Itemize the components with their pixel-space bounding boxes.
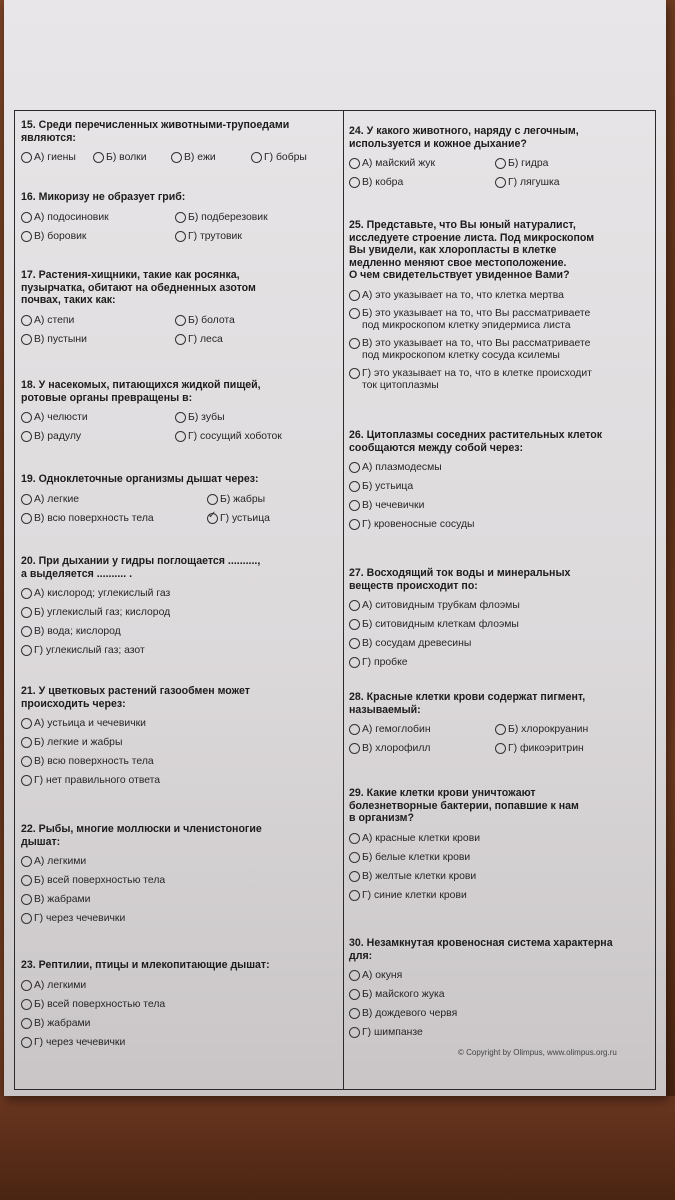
answer-option-label: А) челюсти xyxy=(34,412,88,423)
answer-options xyxy=(21,976,339,1052)
question-block xyxy=(349,125,649,192)
answer-option[interactable] xyxy=(349,638,471,649)
answer-option-label: Б) подберезовик xyxy=(188,211,268,223)
answer-option[interactable] xyxy=(349,724,495,735)
question-title: 25. Представьте, что Вы юный натуралист, исследуете строение листа. Под микроскопом Вы увидели, как хлоропласты в клетке медленно меняют свое местоположение. О чем свидетельствует увиденное Вами? xyxy=(349,219,595,281)
answer-option-label: Г) это указывает на то, что в клетке происходит ток цитоплазмы xyxy=(362,367,592,391)
radio-icon[interactable] xyxy=(21,775,32,786)
answer-option-label: В) сосудам древесины xyxy=(362,638,472,649)
radio-icon[interactable] xyxy=(349,177,360,188)
answer-option-label: Г) шимпанзе xyxy=(362,1027,423,1038)
answer-option-label: Б) всей поверхностью тела xyxy=(34,998,166,1010)
question-block xyxy=(21,959,339,1052)
answer-option[interactable] xyxy=(349,871,476,882)
radio-icon[interactable] xyxy=(349,989,360,1000)
answer-option[interactable] xyxy=(21,856,86,867)
answer-option[interactable] xyxy=(251,152,307,163)
answer-option[interactable] xyxy=(349,308,590,332)
radio-icon[interactable] xyxy=(349,338,360,349)
answer-option-label: В) хлорофилл xyxy=(362,743,431,754)
answer-option[interactable] xyxy=(349,657,408,668)
answer-option[interactable] xyxy=(21,718,146,729)
answer-option[interactable] xyxy=(495,743,584,754)
answer-option[interactable] xyxy=(21,775,160,786)
radio-icon[interactable] xyxy=(349,1008,360,1019)
answer-option-label: Б) болота xyxy=(188,314,235,326)
radio-icon[interactable] xyxy=(349,743,360,754)
answer-option[interactable] xyxy=(21,980,86,991)
radio-icon[interactable] xyxy=(21,212,32,223)
answer-options xyxy=(349,829,649,905)
radio-icon[interactable] xyxy=(21,152,32,163)
answer-option-label: Г) лягушка xyxy=(508,177,560,188)
question-block xyxy=(21,119,339,167)
answer-option[interactable] xyxy=(21,894,90,905)
answer-option[interactable] xyxy=(21,588,170,599)
answer-option[interactable] xyxy=(21,999,165,1010)
radio-icon[interactable] xyxy=(21,607,32,618)
answer-option[interactable] xyxy=(349,852,470,863)
radio-icon[interactable] xyxy=(21,588,32,599)
question-block xyxy=(21,269,339,349)
radio-icon[interactable] xyxy=(349,871,360,882)
radio-icon[interactable] xyxy=(349,619,360,630)
answer-option[interactable] xyxy=(175,231,242,242)
answer-option[interactable] xyxy=(21,756,154,767)
radio-icon[interactable] xyxy=(495,743,506,754)
answer-option-label: Г) бобры xyxy=(264,152,307,163)
answer-option-label: Б) волки xyxy=(106,152,147,163)
question-title: 27. Восходящий ток воды и минеральных веществ происходит по: xyxy=(349,567,571,592)
answer-option[interactable] xyxy=(349,619,519,630)
test-sheet xyxy=(4,0,666,1096)
radio-icon[interactable] xyxy=(495,177,506,188)
answer-options xyxy=(349,154,649,192)
radio-icon[interactable] xyxy=(21,1018,32,1029)
answer-option-label: А) легкими xyxy=(34,979,87,991)
answer-option-label: А) гиены xyxy=(34,152,76,163)
radio-icon[interactable] xyxy=(21,645,32,656)
checked-radio-icon[interactable] xyxy=(207,513,218,524)
answer-option-label: В) всю поверхность тела xyxy=(34,756,154,767)
answer-option[interactable] xyxy=(21,626,121,637)
answer-option-label: Б) жабры xyxy=(220,493,266,505)
answer-option-label: В) боровик xyxy=(34,230,87,242)
question-block xyxy=(21,685,339,790)
answer-option-label: В) это указывает на то, что Вы рассматриваете под микроскопом клетку сосуда ксилемы xyxy=(362,337,591,361)
radio-icon[interactable] xyxy=(349,657,360,668)
question-title: 26. Цитоплазмы соседних растительных клеток сообщаются между собой через: xyxy=(349,429,603,454)
radio-icon[interactable] xyxy=(251,152,262,163)
answer-option-label: В) пустыни xyxy=(34,333,87,345)
radio-icon[interactable] xyxy=(175,334,186,345)
answer-option[interactable] xyxy=(21,152,93,163)
answer-option-label: А) это указывает на то, что клетка мертва xyxy=(362,289,564,301)
radio-icon[interactable] xyxy=(21,856,32,867)
copyright-text: © Copyright by Olimpus, www.olimpus.org.ru xyxy=(458,1048,617,1057)
question-block xyxy=(349,429,649,534)
radio-icon[interactable] xyxy=(21,1037,32,1048)
answer-options xyxy=(21,311,339,349)
answer-option-label: Г) нет правильного ответа xyxy=(34,775,161,786)
answer-option-label: В) кобра xyxy=(362,177,404,188)
radio-icon[interactable] xyxy=(21,756,32,767)
answer-options xyxy=(349,458,649,534)
question-title: 23. Рептилии, птицы и млекопитающие дышат: xyxy=(21,959,270,971)
answer-option-label: Б) углекислый газ; кислород xyxy=(34,607,171,618)
answer-option[interactable] xyxy=(21,513,207,524)
answer-option-label: А) легкие xyxy=(34,493,80,505)
question-block xyxy=(21,823,339,928)
radio-icon[interactable] xyxy=(349,308,360,319)
radio-icon[interactable] xyxy=(175,431,186,442)
answer-option-label: В) ежи xyxy=(184,152,216,163)
answer-options xyxy=(21,584,339,660)
radio-icon[interactable] xyxy=(175,231,186,242)
answer-option[interactable] xyxy=(21,494,207,505)
radio-icon[interactable] xyxy=(349,500,360,511)
question-block xyxy=(349,691,649,758)
answer-option[interactable] xyxy=(349,890,467,901)
question-block xyxy=(349,567,649,672)
radio-icon[interactable] xyxy=(349,970,360,981)
radio-icon[interactable] xyxy=(175,412,186,423)
question-block xyxy=(21,473,339,528)
answer-option-label: А) плазмодесмы xyxy=(362,462,442,473)
radio-icon[interactable] xyxy=(21,412,32,423)
question-block xyxy=(349,937,649,1042)
answer-option-label: А) гемоглобин xyxy=(362,724,431,735)
answer-option-label: А) ситовидным трубкам флоэмы xyxy=(362,600,520,611)
answer-option[interactable] xyxy=(349,743,495,754)
radio-icon[interactable] xyxy=(21,334,32,345)
radio-icon[interactable] xyxy=(349,833,360,844)
answer-option[interactable] xyxy=(349,600,520,611)
answer-options xyxy=(21,208,339,246)
answer-option[interactable] xyxy=(349,158,495,169)
answer-option[interactable] xyxy=(349,970,402,981)
answer-option-label: Б) белые клетки крови xyxy=(362,851,471,863)
radio-icon[interactable] xyxy=(495,724,506,735)
question-title: 15. Среди перечисленных животными-трупоедами являются: xyxy=(21,119,290,144)
answer-option-label: Б) зубы xyxy=(188,412,225,423)
radio-icon[interactable] xyxy=(21,894,32,905)
question-block xyxy=(21,191,339,246)
answer-option[interactable] xyxy=(21,607,170,618)
answer-options xyxy=(21,852,339,928)
answer-options xyxy=(21,408,339,446)
answer-option[interactable] xyxy=(21,1018,90,1029)
radio-icon[interactable] xyxy=(349,519,360,530)
question-title: 30. Незамкнутая кровеносная система характерна для: xyxy=(349,937,613,962)
answer-option[interactable] xyxy=(21,431,175,442)
radio-icon[interactable] xyxy=(349,724,360,735)
radio-icon[interactable] xyxy=(93,152,104,163)
radio-icon[interactable] xyxy=(495,158,506,169)
radio-icon[interactable] xyxy=(21,980,32,991)
question-block xyxy=(21,379,339,446)
answer-option-label: А) красные клетки крови xyxy=(362,832,481,844)
answer-option[interactable] xyxy=(349,1027,423,1038)
answer-option[interactable] xyxy=(175,315,235,326)
question-title: 28. Красные клетки крови содержат пигмент, называемый: xyxy=(349,691,586,716)
radio-icon[interactable] xyxy=(349,290,360,301)
answer-option-label: Б) это указывает на то, что Вы рассматриваете под микроскопом клетку эпидермиса листа xyxy=(362,307,591,331)
answer-options xyxy=(349,286,649,395)
answer-option-label: Г) кровеносные сосуды xyxy=(362,519,475,530)
answer-option[interactable] xyxy=(495,158,548,169)
radio-icon[interactable] xyxy=(21,913,32,924)
question-block xyxy=(349,787,649,905)
radio-icon[interactable] xyxy=(349,852,360,863)
answer-option[interactable] xyxy=(171,152,251,163)
answer-option-label: Г) устьица xyxy=(220,512,270,524)
question-block xyxy=(21,555,339,660)
answer-option[interactable] xyxy=(21,334,175,345)
table-edge xyxy=(0,1096,675,1200)
answer-options xyxy=(349,596,649,672)
answer-option[interactable] xyxy=(21,231,175,242)
answer-option[interactable] xyxy=(495,177,560,188)
radio-icon[interactable] xyxy=(21,626,32,637)
answer-option[interactable] xyxy=(21,875,165,886)
column-divider xyxy=(343,111,344,1089)
answer-option-label: В) чечевички xyxy=(362,500,425,511)
answer-option-label: В) радулу xyxy=(34,431,82,442)
answer-option[interactable] xyxy=(21,412,175,423)
answer-option[interactable] xyxy=(21,913,125,924)
answer-option-label: В) жабрами xyxy=(34,894,91,905)
answer-options xyxy=(349,966,649,1042)
answer-option-label: Г) леса xyxy=(188,333,223,345)
answer-option-label: А) степи xyxy=(34,314,75,326)
question-block xyxy=(349,219,649,395)
radio-icon[interactable] xyxy=(175,315,186,326)
question-title: 19. Одноклеточные организмы дышат через: xyxy=(21,473,259,485)
question-title: 20. При дыхании у гидры поглощается .........., а выделяется .......... . xyxy=(21,555,261,580)
radio-icon[interactable] xyxy=(21,737,32,748)
radio-icon[interactable] xyxy=(349,481,360,492)
answer-option-label: В) дождевого червя xyxy=(362,1008,458,1019)
radio-icon[interactable] xyxy=(349,1027,360,1038)
answer-option-label: Б) майского жука xyxy=(362,989,445,1000)
radio-icon[interactable] xyxy=(349,368,360,379)
answer-option[interactable] xyxy=(21,737,122,748)
answer-option[interactable] xyxy=(349,177,495,188)
answer-option[interactable] xyxy=(207,494,265,505)
answer-option[interactable] xyxy=(349,500,424,511)
radio-icon[interactable] xyxy=(349,890,360,901)
answer-option-label: Г) через чечевички xyxy=(34,913,126,924)
answer-option[interactable] xyxy=(349,833,480,844)
answer-option-label: Б) хлорокруанин xyxy=(508,724,589,735)
radio-icon[interactable] xyxy=(175,212,186,223)
answer-option-label: Г) трутовик xyxy=(188,230,242,242)
question-title: 24. У какого животного, наряду с легочным, используется и кожное дыхание? xyxy=(349,125,579,150)
answer-option[interactable] xyxy=(349,462,442,473)
answer-option-label: А) окуня xyxy=(362,970,403,981)
answer-option-label: В) вода; кислород xyxy=(34,626,121,637)
answer-option[interactable] xyxy=(207,513,270,524)
answer-option-label: В) жабрами xyxy=(34,1017,91,1029)
answer-option-label: Б) гидра xyxy=(508,158,549,169)
radio-icon[interactable] xyxy=(21,431,32,442)
answer-option[interactable] xyxy=(349,368,592,392)
answer-option-label: В) желтые клетки крови xyxy=(362,870,477,882)
answer-option[interactable] xyxy=(175,412,225,423)
answer-option-label: Г) сосущий хоботок xyxy=(188,431,282,442)
radio-icon[interactable] xyxy=(171,152,182,163)
answer-option-label: Б) легкие и жабры xyxy=(34,737,123,748)
question-title: 17. Растения-хищники, такие как росянка, пузырчатка, обитают на обедненных азотом почвах, таких как: xyxy=(21,269,256,306)
answer-option[interactable] xyxy=(349,338,590,362)
answer-option[interactable] xyxy=(21,645,145,656)
question-title: 18. У насекомых, питающихся жидкой пищей, ротовые органы превращены в: xyxy=(21,379,261,404)
radio-icon[interactable] xyxy=(207,494,218,505)
radio-icon[interactable] xyxy=(21,999,32,1010)
answer-option-label: Б) устьица xyxy=(362,481,414,492)
radio-icon[interactable] xyxy=(349,462,360,473)
radio-icon[interactable] xyxy=(21,875,32,886)
answer-option-label: В) всю поверхность тела xyxy=(34,512,154,524)
answer-option[interactable] xyxy=(349,519,475,530)
question-title: 21. У цветковых растений газообмен может происходить через: xyxy=(21,685,250,710)
questions-frame xyxy=(14,110,656,1090)
answer-option-label: А) устьица и чечевички xyxy=(34,718,146,729)
answer-option[interactable] xyxy=(21,1037,125,1048)
answer-option-label: А) легкими xyxy=(34,856,87,867)
radio-icon[interactable] xyxy=(21,718,32,729)
answer-option[interactable] xyxy=(349,290,564,301)
radio-icon[interactable] xyxy=(21,513,32,524)
answer-option[interactable] xyxy=(495,724,588,735)
answer-option-label: Г) через чечевички xyxy=(34,1036,126,1048)
question-title: 22. Рыбы, многие моллюски и членистоногие дышат: xyxy=(21,823,262,848)
answer-option-label: А) майский жук xyxy=(362,158,436,169)
question-title: 29. Какие клетки крови уничтожают болезнетворные бактерии, попавшие к нам в организм? xyxy=(349,787,579,824)
radio-icon[interactable] xyxy=(21,231,32,242)
radio-icon[interactable] xyxy=(349,600,360,611)
answer-option[interactable] xyxy=(21,315,175,326)
answer-option-label: Б) ситовидным клеткам флоэмы xyxy=(362,619,519,630)
answer-option-label: Б) всей поверхностью тела xyxy=(34,875,166,886)
answer-options xyxy=(349,720,649,758)
answer-option[interactable] xyxy=(175,212,268,223)
answer-option-label: А) кислород; углекислый газ xyxy=(34,588,171,599)
question-title: 16. Микоризу не образует гриб: xyxy=(21,191,186,203)
answer-option-label: Г) пробке xyxy=(362,657,408,668)
answer-option-label: Г) синие клетки крови xyxy=(362,889,467,901)
radio-icon[interactable] xyxy=(21,494,32,505)
answer-options xyxy=(21,714,339,790)
radio-icon[interactable] xyxy=(349,638,360,649)
answer-option[interactable] xyxy=(93,152,171,163)
answer-options xyxy=(21,490,339,528)
answer-option-label: Г) углекислый газ; азот xyxy=(34,645,145,656)
answer-option[interactable] xyxy=(175,334,223,345)
answer-option[interactable] xyxy=(21,212,175,223)
radio-icon[interactable] xyxy=(21,315,32,326)
answer-option[interactable] xyxy=(349,481,413,492)
answer-option[interactable] xyxy=(349,989,445,1000)
answer-option-label: Г) фикоэритрин xyxy=(508,743,584,754)
answer-option[interactable] xyxy=(349,1008,457,1019)
answer-option[interactable] xyxy=(175,431,282,442)
radio-icon[interactable] xyxy=(349,158,360,169)
answer-option-label: А) подосиновик xyxy=(34,211,109,223)
answer-options xyxy=(21,148,339,167)
